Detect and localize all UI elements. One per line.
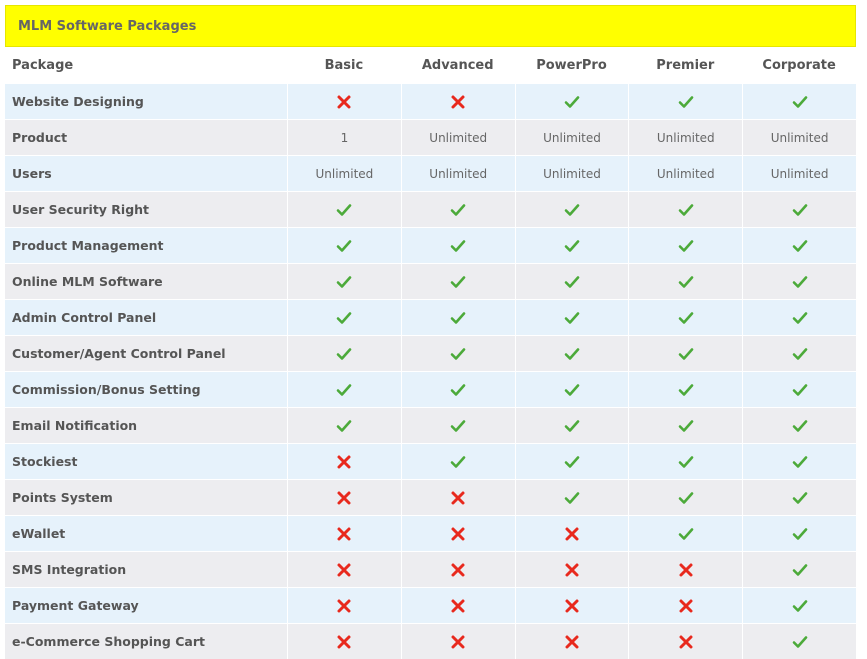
cell-premier: [628, 335, 742, 371]
cell-corporate: [742, 335, 856, 371]
check-icon: [564, 238, 580, 254]
check-icon: [792, 598, 808, 614]
check-icon: [792, 382, 808, 398]
check-icon: [678, 94, 694, 110]
cell-premier: [628, 443, 742, 479]
cell-powerpro: [515, 407, 629, 443]
cell-premier: [628, 479, 742, 515]
cross-icon: [450, 562, 466, 578]
cell-basic: [287, 83, 401, 119]
check-icon: [336, 238, 352, 254]
cell-corporate: [742, 407, 856, 443]
check-icon: [678, 454, 694, 470]
cell-powerpro: [515, 263, 629, 299]
check-icon: [792, 634, 808, 650]
cell-corporate: Unlimited: [742, 155, 856, 191]
cell-powerpro: [515, 227, 629, 263]
cross-icon: [450, 526, 466, 542]
cell-corporate: [742, 83, 856, 119]
cell-basic: [287, 371, 401, 407]
table-row: [5, 623, 856, 659]
check-icon: [792, 274, 808, 290]
cross-icon: [564, 562, 580, 578]
column-header-premier: Premier: [628, 47, 742, 83]
check-icon: [564, 310, 580, 326]
cell-premier: [628, 371, 742, 407]
cell-powerpro: [515, 371, 629, 407]
cell-premier: [628, 263, 742, 299]
cell-premier: [628, 515, 742, 551]
cross-icon: [450, 598, 466, 614]
check-icon: [678, 346, 694, 362]
cell-basic: [287, 227, 401, 263]
feature-label: Online MLM Software: [5, 263, 287, 299]
cell-corporate: [742, 371, 856, 407]
cell-powerpro: [515, 191, 629, 227]
table-row: [5, 227, 856, 263]
packages-table: [5, 47, 856, 659]
cell-premier: [628, 407, 742, 443]
table-row: [5, 263, 856, 299]
cell-advanced: [401, 623, 515, 659]
cell-advanced: Unlimited: [401, 155, 515, 191]
cell-corporate: [742, 479, 856, 515]
feature-label: User Security Right: [5, 191, 287, 227]
cell-powerpro: [515, 335, 629, 371]
cell-basic: [287, 299, 401, 335]
cell-powerpro: [515, 83, 629, 119]
check-icon: [450, 382, 466, 398]
cross-icon: [336, 94, 352, 110]
cross-icon: [678, 598, 694, 614]
cross-icon: [450, 94, 466, 110]
cross-icon: [336, 490, 352, 506]
check-icon: [450, 418, 466, 434]
cell-corporate: [742, 191, 856, 227]
table-body: [5, 83, 856, 659]
feature-label: Admin Control Panel: [5, 299, 287, 335]
cell-advanced: [401, 371, 515, 407]
cell-advanced: [401, 479, 515, 515]
cell-basic: [287, 515, 401, 551]
feature-label: e-Commerce Shopping Cart: [5, 623, 287, 659]
cell-premier: [628, 191, 742, 227]
cell-advanced: [401, 551, 515, 587]
feature-label: Commission/Bonus Setting: [5, 371, 287, 407]
check-icon: [678, 238, 694, 254]
cell-powerpro: [515, 551, 629, 587]
table-row: [5, 155, 856, 191]
cell-advanced: [401, 407, 515, 443]
cell-basic: 1: [287, 119, 401, 155]
cell-basic: [287, 479, 401, 515]
cross-icon: [336, 526, 352, 542]
title-banner: [5, 5, 856, 47]
check-icon: [564, 382, 580, 398]
column-header-corporate: Corporate: [742, 47, 856, 83]
check-icon: [450, 346, 466, 362]
cell-corporate: [742, 263, 856, 299]
cross-icon: [678, 562, 694, 578]
cell-premier: [628, 623, 742, 659]
cross-icon: [336, 454, 352, 470]
feature-label: Stockiest: [5, 443, 287, 479]
cell-basic: [287, 263, 401, 299]
table-row: [5, 479, 856, 515]
cross-icon: [564, 634, 580, 650]
cell-corporate: [742, 227, 856, 263]
cell-powerpro: [515, 587, 629, 623]
cell-advanced: [401, 263, 515, 299]
check-icon: [678, 202, 694, 218]
cell-premier: [628, 299, 742, 335]
check-icon: [792, 310, 808, 326]
cell-basic: [287, 587, 401, 623]
check-icon: [450, 274, 466, 290]
check-icon: [564, 274, 580, 290]
check-icon: [792, 490, 808, 506]
cell-corporate: [742, 551, 856, 587]
check-icon: [336, 310, 352, 326]
cell-powerpro: [515, 515, 629, 551]
cell-advanced: [401, 83, 515, 119]
check-icon: [564, 454, 580, 470]
column-header-advanced: Advanced: [401, 47, 515, 83]
check-icon: [678, 526, 694, 542]
table-row: [5, 83, 856, 119]
packages-panel: [5, 5, 856, 659]
cell-advanced: [401, 299, 515, 335]
check-icon: [792, 346, 808, 362]
check-icon: [336, 346, 352, 362]
check-icon: [336, 202, 352, 218]
cell-corporate: [742, 299, 856, 335]
cell-powerpro: [515, 623, 629, 659]
cell-corporate: Unlimited: [742, 119, 856, 155]
feature-label: Customer/Agent Control Panel: [5, 335, 287, 371]
table-row: [5, 407, 856, 443]
cell-basic: Unlimited: [287, 155, 401, 191]
table-row: [5, 335, 856, 371]
cell-basic: [287, 407, 401, 443]
cell-advanced: [401, 227, 515, 263]
feature-label: Website Designing: [5, 83, 287, 119]
cell-advanced: [401, 335, 515, 371]
check-icon: [336, 382, 352, 398]
cell-advanced: [401, 587, 515, 623]
check-icon: [792, 238, 808, 254]
column-header-basic: Basic: [287, 47, 401, 83]
cell-basic: [287, 443, 401, 479]
check-icon: [564, 418, 580, 434]
cell-premier: [628, 83, 742, 119]
check-icon: [678, 382, 694, 398]
cell-corporate: [742, 623, 856, 659]
cell-basic: [287, 623, 401, 659]
cross-icon: [678, 634, 694, 650]
table-row: [5, 371, 856, 407]
check-icon: [792, 94, 808, 110]
cell-powerpro: [515, 299, 629, 335]
cell-corporate: [742, 587, 856, 623]
check-icon: [450, 454, 466, 470]
check-icon: [564, 346, 580, 362]
feature-label: SMS Integration: [5, 551, 287, 587]
feature-label: Product: [5, 119, 287, 155]
cross-icon: [336, 562, 352, 578]
cell-corporate: [742, 515, 856, 551]
check-icon: [564, 94, 580, 110]
check-icon: [792, 418, 808, 434]
cell-basic: [287, 335, 401, 371]
table-row: [5, 443, 856, 479]
cell-basic: [287, 551, 401, 587]
feature-label: Users: [5, 155, 287, 191]
check-icon: [792, 454, 808, 470]
cell-powerpro: Unlimited: [515, 155, 629, 191]
cell-advanced: [401, 443, 515, 479]
column-header-powerpro: PowerPro: [515, 47, 629, 83]
cross-icon: [450, 490, 466, 506]
cell-powerpro: [515, 479, 629, 515]
check-icon: [450, 202, 466, 218]
feature-label: Points System: [5, 479, 287, 515]
cell-premier: [628, 587, 742, 623]
check-icon: [678, 310, 694, 326]
cell-advanced: [401, 515, 515, 551]
cell-basic: [287, 191, 401, 227]
cell-corporate: [742, 443, 856, 479]
cross-icon: [450, 634, 466, 650]
cell-premier: Unlimited: [628, 155, 742, 191]
table-row: [5, 119, 856, 155]
feature-label: eWallet: [5, 515, 287, 551]
check-icon: [678, 274, 694, 290]
check-icon: [450, 238, 466, 254]
column-header-package: Package: [5, 47, 287, 83]
feature-label: Payment Gateway: [5, 587, 287, 623]
table-row: [5, 587, 856, 623]
header-row: [5, 47, 856, 83]
cell-powerpro: [515, 443, 629, 479]
cell-advanced: Unlimited: [401, 119, 515, 155]
feature-label: Product Management: [5, 227, 287, 263]
page-title: MLM Software Packages: [18, 18, 197, 34]
table-row: [5, 191, 856, 227]
table-row: [5, 551, 856, 587]
check-icon: [678, 490, 694, 506]
check-icon: [792, 202, 808, 218]
cross-icon: [336, 634, 352, 650]
feature-label: Email Notification: [5, 407, 287, 443]
check-icon: [792, 562, 808, 578]
cell-advanced: [401, 191, 515, 227]
cross-icon: [564, 526, 580, 542]
cell-premier: [628, 551, 742, 587]
check-icon: [450, 310, 466, 326]
check-icon: [336, 274, 352, 290]
check-icon: [336, 418, 352, 434]
cross-icon: [336, 598, 352, 614]
cross-icon: [564, 598, 580, 614]
cell-premier: [628, 227, 742, 263]
cell-powerpro: Unlimited: [515, 119, 629, 155]
cell-premier: Unlimited: [628, 119, 742, 155]
check-icon: [678, 418, 694, 434]
check-icon: [792, 526, 808, 542]
table-row: [5, 515, 856, 551]
table-row: [5, 299, 856, 335]
check-icon: [564, 490, 580, 506]
check-icon: [564, 202, 580, 218]
